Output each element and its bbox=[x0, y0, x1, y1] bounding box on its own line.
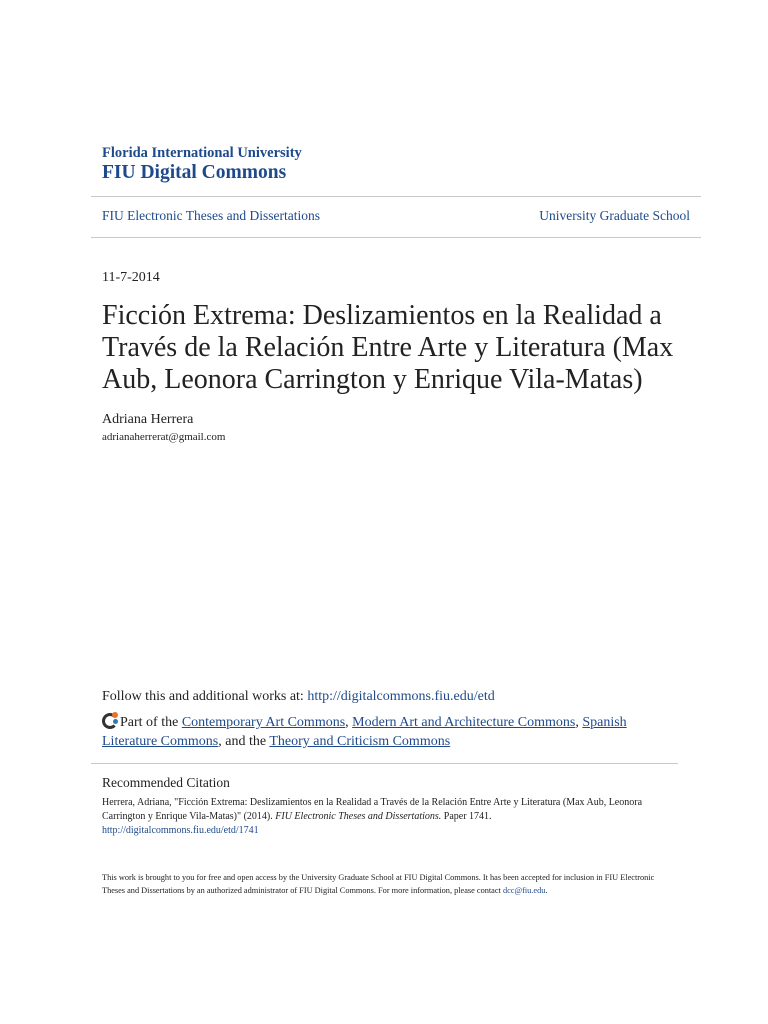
citation-paper: Paper 1741. bbox=[441, 811, 492, 822]
part-of-prefix: Part of the bbox=[120, 715, 182, 730]
part-of-disciplines bbox=[102, 712, 662, 751]
breadcrumb-divider bbox=[91, 237, 701, 238]
contact-email-link[interactable]: dcc@fiu.edu bbox=[502, 886, 546, 895]
follow-url-link[interactable]: http://digitalcommons.fiu.edu/etd bbox=[307, 689, 495, 704]
university-name[interactable]: Florida International University bbox=[102, 145, 302, 161]
access-notice-text: This work is brought to you for free and open access by the University Graduate School at FIU Digital Commons. It has been accepted for inclusion in FIU Electronic Theses and Dissertations by an authorized administrator of FIU Digital Commons. For more information, please contact bbox=[102, 873, 655, 895]
collection-link[interactable]: FIU Electronic Theses and Dissertations bbox=[102, 208, 320, 223]
document-title: Ficción Extrema: Deslizamientos en la Realidad a Través de la Relación Entre Arte y Literatura (Max Aub, Leonora Carrington y Enrique Vila-Matas) bbox=[102, 300, 674, 395]
breadcrumb bbox=[102, 208, 690, 224]
contemporary-art-commons-link[interactable]: Contemporary Art Commons bbox=[181, 715, 346, 730]
follow-prefix: Follow this and additional works at: bbox=[102, 689, 308, 704]
notice-end: . bbox=[545, 886, 548, 895]
theory-criticism-commons-link[interactable]: Theory and Criticism Commons bbox=[269, 734, 451, 749]
repository-name[interactable]: FIU Digital Commons bbox=[102, 162, 287, 183]
spanish-literature-commons-link[interactable]: Spanish Literature Commons bbox=[102, 715, 627, 749]
citation-url-link[interactable]: http://digitalcommons.fiu.edu/etd/1741 bbox=[102, 825, 259, 836]
modern-art-commons-link[interactable]: Modern Art and Architecture Commons bbox=[352, 715, 576, 730]
separator: , bbox=[575, 715, 583, 730]
separator: , and the bbox=[218, 734, 270, 749]
publication-date: 11-7-2014 bbox=[102, 270, 160, 285]
follow-line bbox=[102, 689, 495, 705]
top-divider bbox=[91, 196, 701, 197]
institution-header bbox=[102, 145, 302, 184]
separator: , bbox=[345, 715, 353, 730]
bepress-logo-icon bbox=[102, 712, 118, 728]
citation-text: Herrera, Adriana, "Ficción Extrema: Deslizamientos en la Realidad a Través de la Relación Entre Arte y Literatura (Max Aub, Leonora Carrington y Enrique Vila-Matas)" (2014). bbox=[102, 797, 643, 822]
citation-divider bbox=[91, 763, 678, 764]
school-link[interactable]: University Graduate School bbox=[539, 208, 690, 223]
author-email: adrianaherrerat@gmail.com bbox=[102, 431, 226, 443]
citation-series: FIU Electronic Theses and Dissertations. bbox=[275, 811, 442, 822]
author-name: Adriana Herrera bbox=[102, 412, 194, 427]
citation-heading: Recommended Citation bbox=[102, 775, 230, 790]
citation-body bbox=[102, 796, 672, 838]
access-notice bbox=[102, 871, 674, 897]
